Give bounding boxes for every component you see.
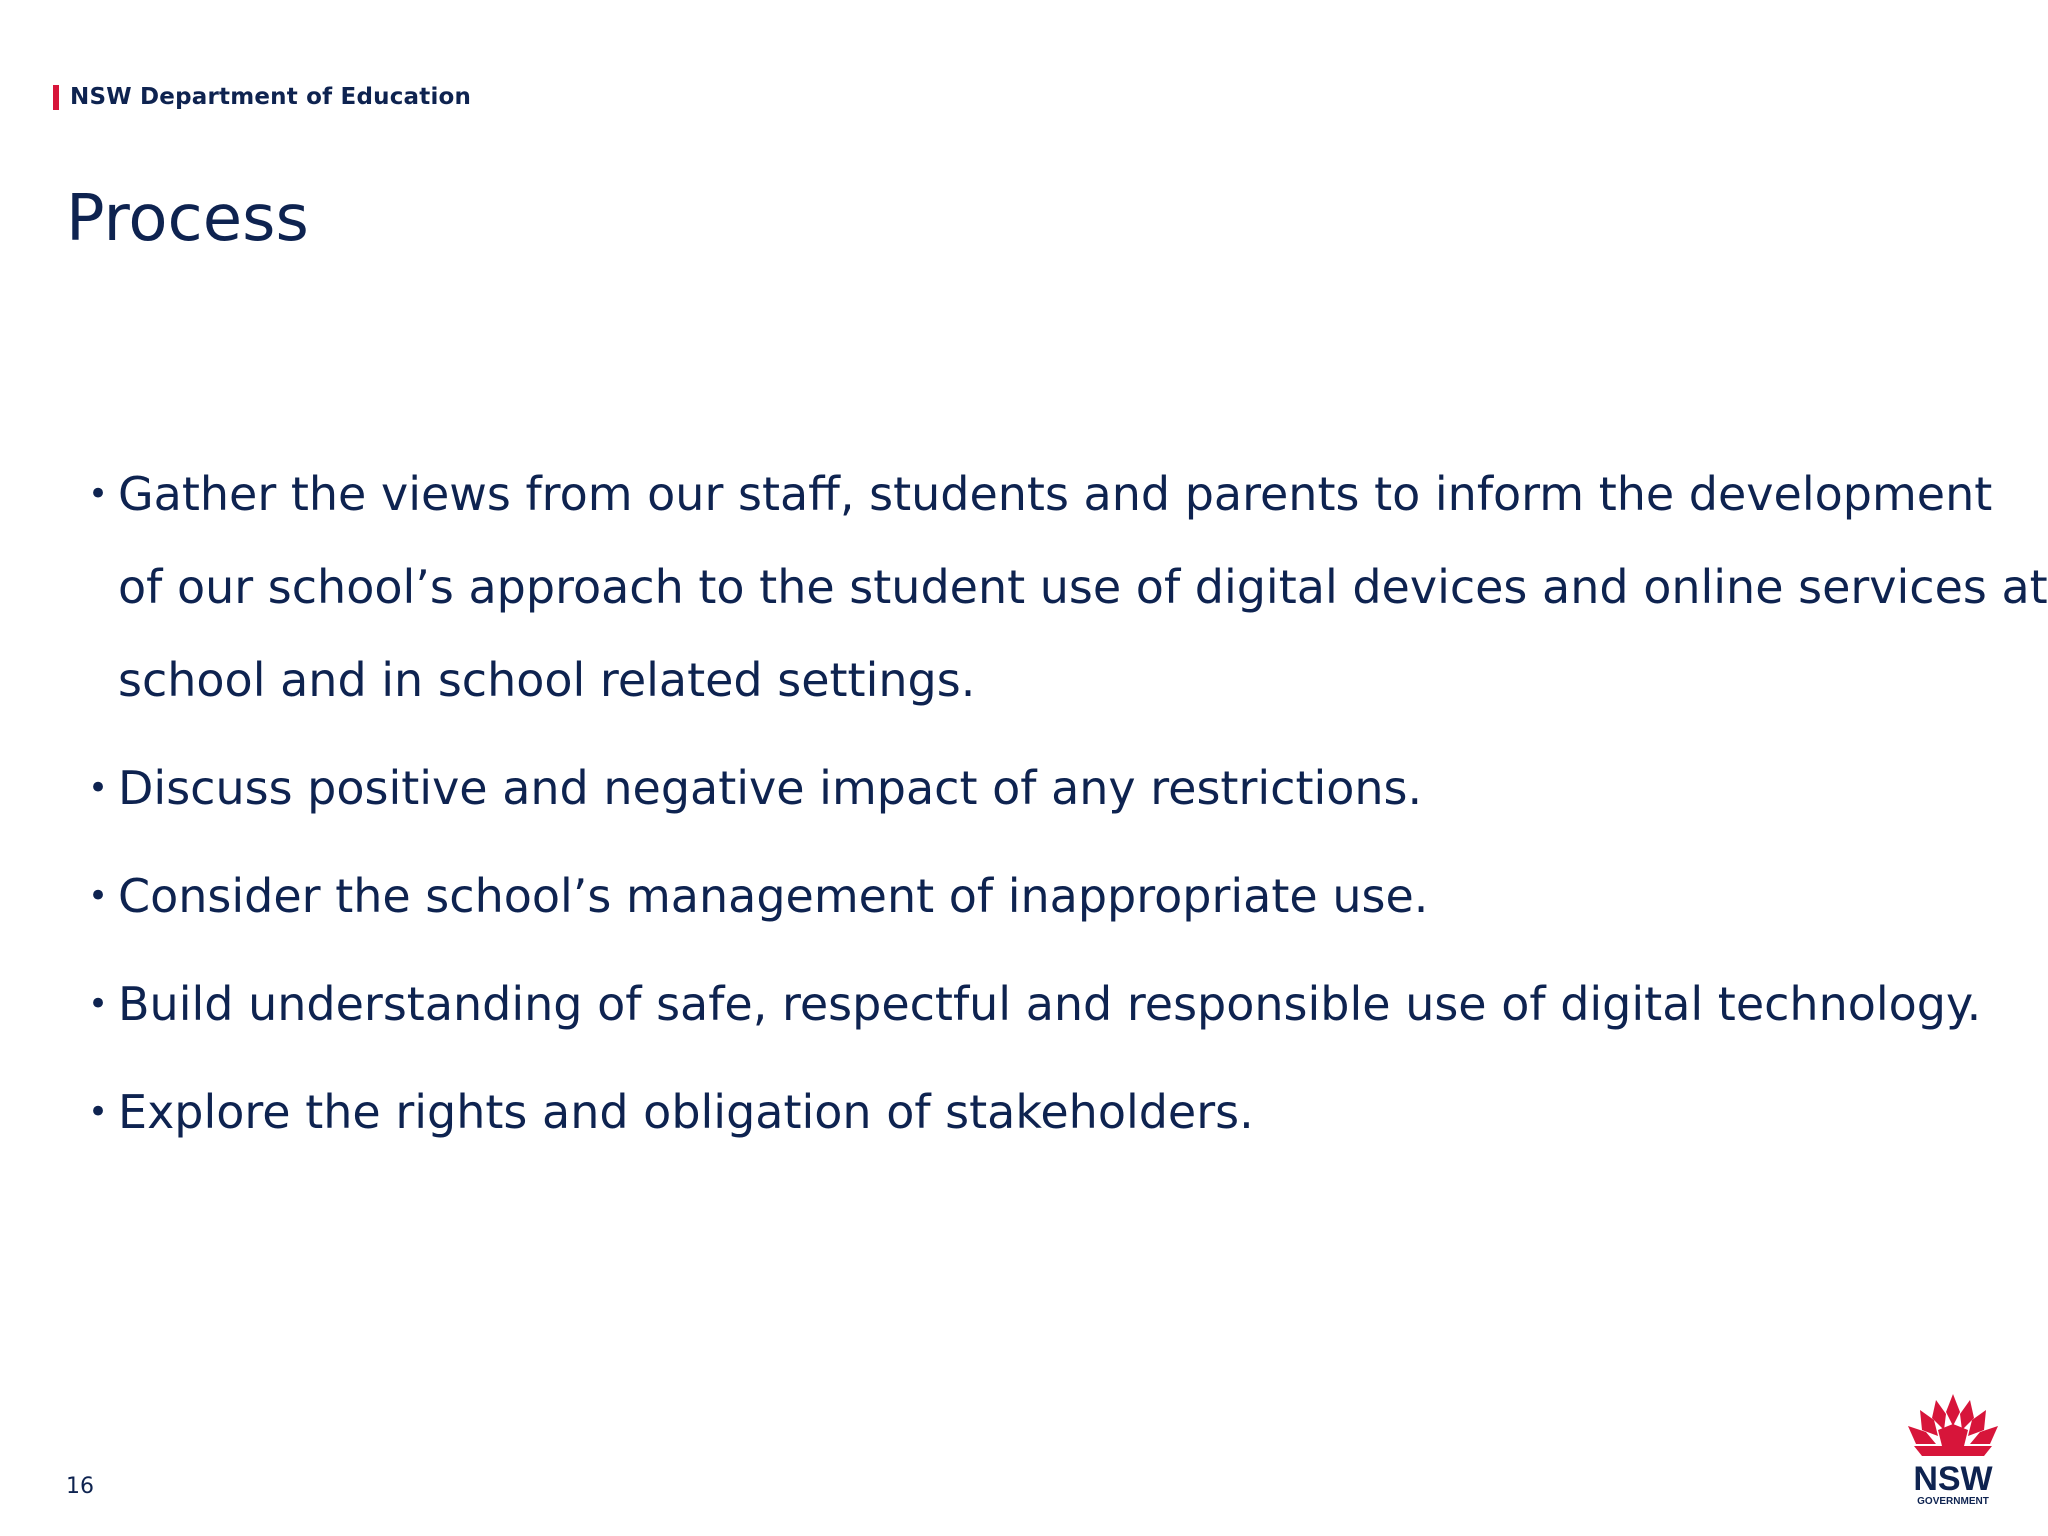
bullet-item [88,448,2048,727]
waratah-icon [1898,1390,2008,1510]
bullet-text: Gather the views from our staff, students and parents to inform the development of our school’s approach to the student use of digital devices and online services at school and in school related settings. [118,467,2048,707]
bullet-dot-icon: • [88,474,109,514]
bullet-text: Discuss positive and negative impact of any restrictions. [118,761,1423,815]
bullet-item [88,958,1988,1051]
department-name: NSW Department of Education [70,84,472,110]
logo-subtext: GOVERNMENT [1917,1496,1989,1507]
bullet-dot-icon: • [88,876,109,916]
bullet-text: Consider the school’s management of inappropriate use. [118,869,1429,923]
bullet-item [88,742,1988,835]
bullet-text: Explore the rights and obligation of stakeholders. [118,1085,1254,1139]
bullet-item [88,850,1988,943]
bullet-dot-icon: • [88,984,109,1024]
slide-title: Process [66,182,309,256]
bullet-list [88,448,2048,1174]
bullet-dot-icon: • [88,1092,109,1132]
department-header [53,84,471,110]
page-number: 16 [66,1474,94,1499]
header-accent-bar [53,85,59,110]
bullet-dot-icon: • [88,768,109,808]
logo-text: NSW [1913,1460,1993,1498]
bullet-text: Build understanding of safe, respectful and responsible use of digital technology. [118,977,1982,1031]
nsw-government-logo [1898,1390,2008,1510]
bullet-item [88,1066,1988,1159]
